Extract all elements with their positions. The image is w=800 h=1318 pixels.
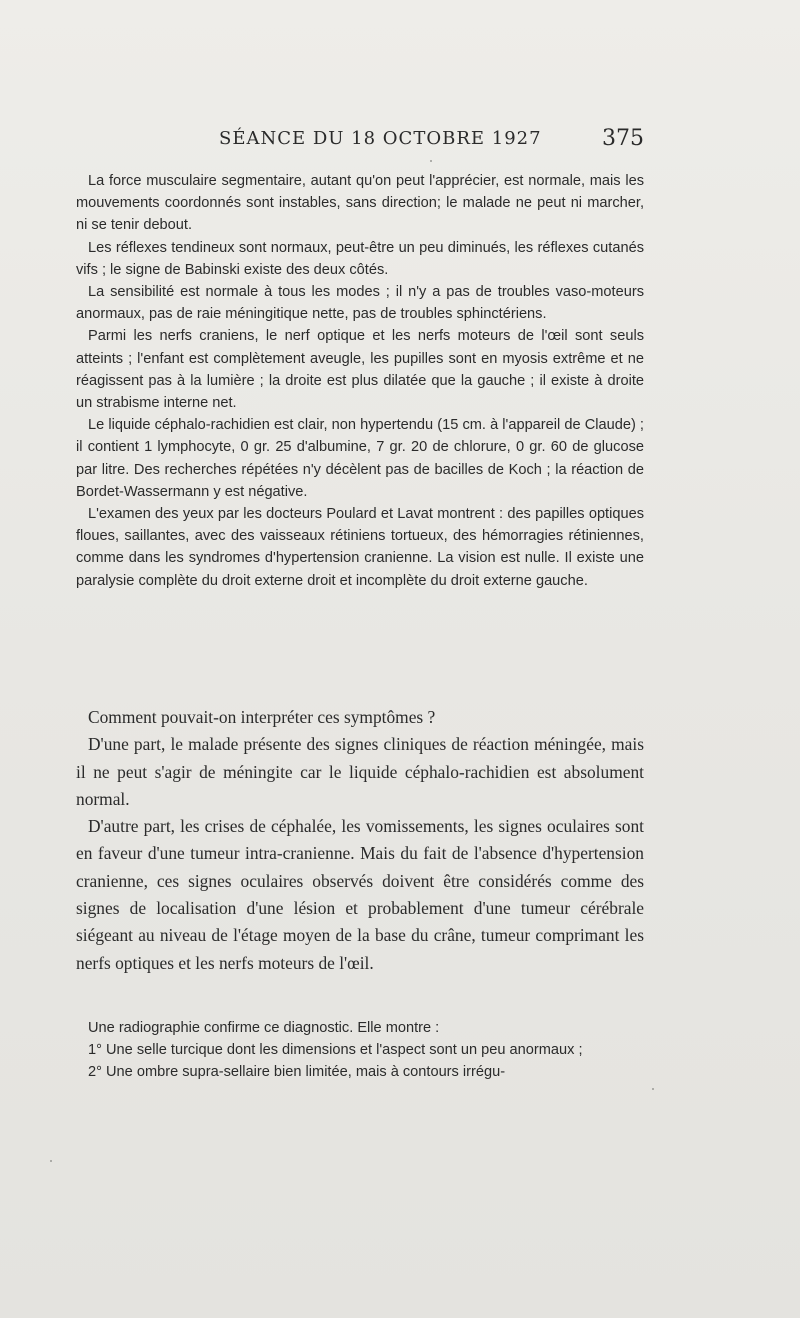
paragraph-sensibility: La sensibilité est normale à tous les modes ; il n'y a pas de troubles vaso-moteurs anormaux, pas de raie méningitique nette, pas de troubles sphinctériens. — [76, 284, 644, 323]
paragraph-tumor: D'autre part, les crises de céphalée, les vomissements, les signes oculaires sont en faveur d'une tumeur intra-cranienne. Mais du fait de l'absence d'hypertension cranienne, ces signes oculaires observés doivent être considérés comme des signes de localisation d'une lésion et probablement d'une tumeur cérébrale siégeant au niveau de l'étage moyen de la base du crâne, tumeur comprimant les nerfs optiques et les nerfs moteurs de l'œil. — [76, 816, 644, 973]
paragraph-cranial-nerves: Parmi les nerfs craniens, le nerf optique et les nerfs moteurs de l'œil sont seuls atteints ; l'enfant est complètement aveugle, les pupilles sont en myosis extrême et ne réagissent pas à la lumière ; la droite est plus dilatée que la gauche ; il existe à droite un strabisme interne net. — [76, 328, 644, 412]
page-header — [76, 126, 656, 156]
scan-speck — [50, 1160, 52, 1162]
running-title: SÉANCE DU 18 OCTOBRE 1927 — [219, 128, 542, 149]
scan-speck — [652, 1088, 654, 1090]
paragraph-muscular-force: La force musculaire segmentaire, autant qu'on peut l'apprécier, est normale, mais les mouvements coordonnés sont instables, sans direction; le malade ne peut ni marcher, ni se tenir debout. — [76, 173, 644, 234]
radiography-section — [76, 1017, 644, 1084]
paragraph-question: Comment pouvait-on interpréter ces symptômes ? — [88, 707, 436, 727]
paragraph-csf: Le liquide céphalo-rachidien est clair, non hypertendu (15 cm. à l'appareil de Claude) ; il contient 1 lymphocyte, 0 gr. 25 d'albumine, 7 gr. 20 de chlorure, 0 gr. 60 de glucose par litre. Des recherches répétées n'y décèlent pas de bacilles de Koch ; la réaction de Bordet-Wassermann y est négative. — [76, 417, 644, 500]
clinical-findings-section — [76, 170, 644, 592]
paragraph-radiography: Une radiographie confirme ce diagnostic. Elle montre : — [88, 1020, 440, 1036]
list-item-sella: 1° Une selle turcique dont les dimensions et l'aspect sont un peu anormaux ; — [88, 1042, 583, 1059]
paragraph-reflexes: Les réflexes tendineux sont normaux, peut-être un peu diminués, les réflexes cutanés vifs ; le signe de Babinski existe des deux côtés. — [76, 239, 644, 278]
scan-speck — [430, 160, 432, 162]
paragraph-meningeal: D'une part, le malade présente des signes cliniques de réaction méningée, mais il ne peut s'agir de méningite car le liquide céphalo-rachidien est absolument normal. — [76, 734, 644, 809]
page-number: 375 — [602, 126, 644, 151]
paragraph-eye-exam: L'examen des yeux par les docteurs Poulard et Lavat montrent : des papilles optiques floues, saillantes, avec des vaisseaux rétiniens tortueux, des hémorragies rétiniennes, comme dans les syndromes d'hypertension cranienne. La vision est nulle. Il existe une paralysie complète du droit externe droit et incomplète du droit externe gauche. — [76, 506, 644, 589]
interpretation-section — [76, 704, 644, 977]
list-item-shadow: 2° Une ombre supra-sellaire bien limitée, mais à contours irrégu- — [88, 1064, 506, 1081]
